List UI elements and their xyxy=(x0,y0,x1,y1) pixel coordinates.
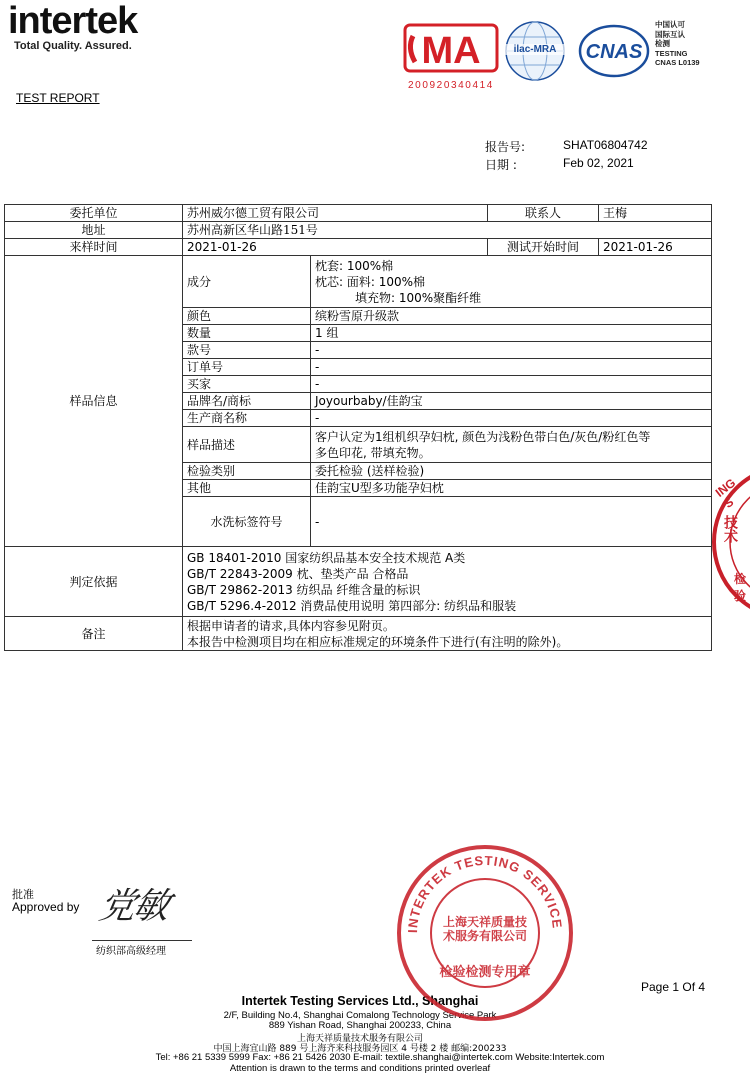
quantity-label: 数量 xyxy=(183,325,311,342)
brand-label: 品牌名/商标 xyxy=(183,393,311,410)
footer-company: Intertek Testing Services Ltd., Shanghai xyxy=(241,994,479,1008)
official-stamp xyxy=(395,843,575,1023)
remarks-line: 本报告中检测项目均在相应标准规定的环境条件下进行(有注明的除外)。 xyxy=(187,634,569,649)
composition-value xyxy=(311,256,712,308)
side-stamp-text-en: ING S xyxy=(712,475,739,511)
received-value: 2021-01-26 xyxy=(183,239,488,256)
client-value: 苏州威尔德工贸有限公司 xyxy=(183,205,488,222)
logo-tagline: Total Quality. Assured. xyxy=(14,40,132,52)
report-title: TEST REPORT xyxy=(16,91,100,105)
svg-text:MA: MA xyxy=(421,30,481,72)
footer-line: 2/F, Building No.4, Shanghai Comalong Technology Service Park xyxy=(223,1010,497,1021)
composition-label: 成分 xyxy=(183,256,311,308)
report-table xyxy=(4,204,712,651)
signature-line xyxy=(92,940,192,941)
report-no-label: 报告号: xyxy=(485,140,526,154)
table-row xyxy=(5,222,712,239)
category-value: 委托检验 (送样检验) xyxy=(311,463,712,480)
brand-value: Joyourbaby/佳韵宝 xyxy=(311,393,712,410)
other-value: 佳韵宝U型多功能孕妇枕 xyxy=(311,480,712,497)
report-no: SHAT06804742 xyxy=(563,138,648,152)
cma-mark xyxy=(403,22,499,92)
care-label-value: - xyxy=(311,497,712,547)
svg-text:CNAS: CNAS xyxy=(585,41,643,63)
description-value xyxy=(311,427,712,463)
page-number: Page 1 Of 4 xyxy=(641,980,706,994)
basis-line: GB/T 5296.4-2012 消费品使用说明 第四部分: 纺织品和服装 xyxy=(187,598,517,613)
address-value: 苏州高新区华山路151号 xyxy=(183,222,712,239)
other-label: 其他 xyxy=(183,480,311,497)
basis-label: 判定依据 xyxy=(5,547,183,617)
cma-logo-icon xyxy=(403,22,499,74)
description-line: 客户认定为1组机织孕妇枕, 颜色为浅粉色带白色/灰色/粉红色等 xyxy=(315,429,651,444)
basis-line: GB/T 29862-2013 纺织品 纤维含量的标识 xyxy=(187,582,421,597)
address-label: 地址 xyxy=(5,222,183,239)
stamp-bottom-text: 检验检测专用章 xyxy=(439,965,531,980)
footer-line: Attention is drawn to the terms and conditions printed overleaf xyxy=(229,1063,491,1074)
cma-number: 200920340414 xyxy=(408,80,494,91)
style-value: - xyxy=(311,342,712,359)
cnas-text-line: 检测 xyxy=(655,39,670,48)
side-stamp-text-cn: 检验 xyxy=(734,572,747,603)
approver-title: 纺织部高级经理 xyxy=(96,946,166,957)
table-row xyxy=(5,256,712,308)
table-row xyxy=(5,617,712,651)
description-label: 样品描述 xyxy=(183,427,311,463)
stamp-outer-text: INTERTEK TESTING SERVICE xyxy=(404,852,565,934)
basis-line: GB/T 22843-2009 枕、垫类产品 合格品 xyxy=(187,566,409,581)
cnas-text-line: CNAS L0139 xyxy=(655,58,700,67)
style-label: 款号 xyxy=(183,342,311,359)
received-label: 来样时间 xyxy=(5,239,183,256)
manufacturer-value: - xyxy=(311,410,712,427)
approved-label-en: Approved by xyxy=(12,900,80,914)
category-label: 检验类别 xyxy=(183,463,311,480)
composition-line: 填充物: 100%聚酯纤维 xyxy=(355,290,482,305)
order-value: - xyxy=(311,359,712,376)
table-row xyxy=(5,205,712,222)
care-label-label: 水洗标签符号 xyxy=(183,497,311,547)
composition-line: 枕芯: 面料: 100%棉 xyxy=(315,274,426,289)
manufacturer-label: 生产商名称 xyxy=(183,410,311,427)
footer-line: Tel: +86 21 5339 5999 Fax: +86 21 5426 2030 E-mail: textile.shanghai@intertek.com Website:Intertek.com xyxy=(155,1052,605,1063)
color-label: 颜色 xyxy=(183,308,311,325)
footer-line: 889 Yishan Road, Shanghai 200233, China xyxy=(268,1020,452,1031)
approved-label-cn: 批准 xyxy=(12,888,34,901)
ilac-mra-mark xyxy=(504,20,566,82)
intertek-logo: intertek xyxy=(8,0,138,42)
date-label: 日期 : xyxy=(485,158,517,172)
side-stamp-text-cn: 技术 xyxy=(722,515,738,543)
ilac-label: ilac-MRA xyxy=(504,44,566,55)
remarks-label: 备注 xyxy=(5,617,183,651)
contact-label: 联系人 xyxy=(488,205,599,222)
cnas-text-line: 中国认可 xyxy=(655,20,685,29)
cnas-logo-icon xyxy=(578,24,650,78)
composition-line: 枕套: 100%棉 xyxy=(315,258,394,273)
remarks-line: 根据申请者的请求,具体内容参见附页。 xyxy=(187,618,395,633)
test-start-label: 测试开始时间 xyxy=(488,239,599,256)
sample-info-label: 样品信息 xyxy=(5,256,183,547)
footer-line: 中国上海宜山路 889 号上海齐来科技服务园区 4 号楼 2 楼 邮编:200233 xyxy=(213,1044,507,1054)
test-start-value: 2021-01-26 xyxy=(599,239,712,256)
buyer-value: - xyxy=(311,376,712,393)
contact-value: 王梅 xyxy=(599,205,712,222)
client-label: 委托单位 xyxy=(5,205,183,222)
cnas-text-line: 国际互认 xyxy=(655,29,685,39)
table-row xyxy=(5,239,712,256)
order-label: 订单号 xyxy=(183,359,311,376)
footer-line: 上海天祥质量技术服务有限公司 xyxy=(296,1034,423,1044)
description-line: 多色印花, 带填充物。 xyxy=(315,445,431,460)
cnas-mark xyxy=(578,24,650,78)
buyer-label: 买家 xyxy=(183,376,311,393)
quantity-value: 1 组 xyxy=(311,325,712,342)
color-value: 缤粉雪原升级款 xyxy=(311,308,712,325)
table-row xyxy=(5,547,712,617)
remarks-value xyxy=(183,617,712,651)
report-date: Feb 02, 2021 xyxy=(563,156,634,170)
stamp-inner-text: 上海天祥质量技术服务有限公司 xyxy=(442,915,527,943)
basis-value xyxy=(183,547,712,617)
side-stamp xyxy=(708,460,750,625)
cnas-text-block xyxy=(655,20,700,68)
signature: 党敏 xyxy=(95,886,172,927)
cnas-text-line: TESTING xyxy=(655,48,688,58)
basis-line: GB 18401-2010 国家纺织品基本安全技术规范 A类 xyxy=(187,550,466,565)
